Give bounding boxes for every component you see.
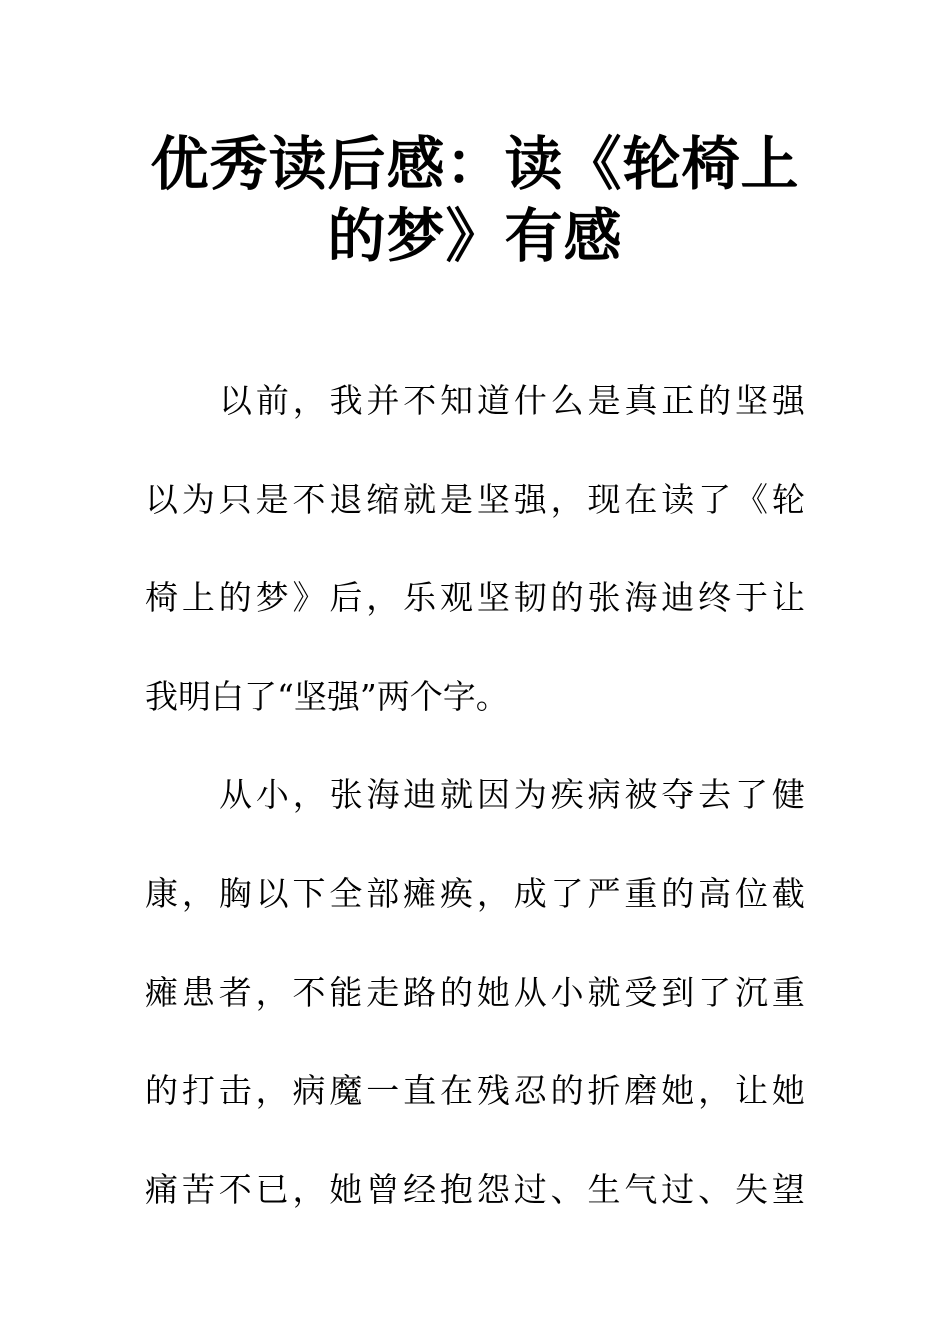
paragraph-line: 我明白了“坚强”两个字。 bbox=[145, 676, 509, 716]
paragraph-line: 以 前 ， 我 并 不 知 道 什 么 是 真 正 的 坚 强 bbox=[219, 381, 805, 420]
document-title: 优秀读后感：读《轮椅上的梦》有感 bbox=[150, 130, 800, 270]
paragraph-line: 瘫 患 者 ， 不 能 走 路 的 她 从 小 就 受 到 了 沉 重 bbox=[145, 972, 805, 1012]
paragraph-line: 以 为 只 是 不 退 缩 就 是 坚 强 ， 现 在 读 了 《 轮 bbox=[145, 479, 805, 519]
paragraph-line: 的 打 击 ， 病 魔 一 直 在 残 忍 的 折 磨 她 ， 让 她 bbox=[145, 1071, 805, 1111]
document-body bbox=[145, 368, 805, 1255]
paragraph-line: 从 小 ， 张 海 迪 就 因 为 疾 病 被 夺 去 了 健 bbox=[219, 775, 805, 815]
paragraph-line: 痛 苦 不 已 ， 她 曾 经 抱 怨 过 、 生 气 过 、 失 望 bbox=[145, 1169, 805, 1209]
paragraph-line: 康 ， 胸 以 下 全 部 瘫 痪 ， 成 了 严 重 的 高 位 截 bbox=[145, 873, 805, 913]
paragraph-line: 椅 上 的 梦 》 后 ， 乐 观 坚 韧 的 张 海 迪 终 于 让 bbox=[145, 578, 805, 618]
